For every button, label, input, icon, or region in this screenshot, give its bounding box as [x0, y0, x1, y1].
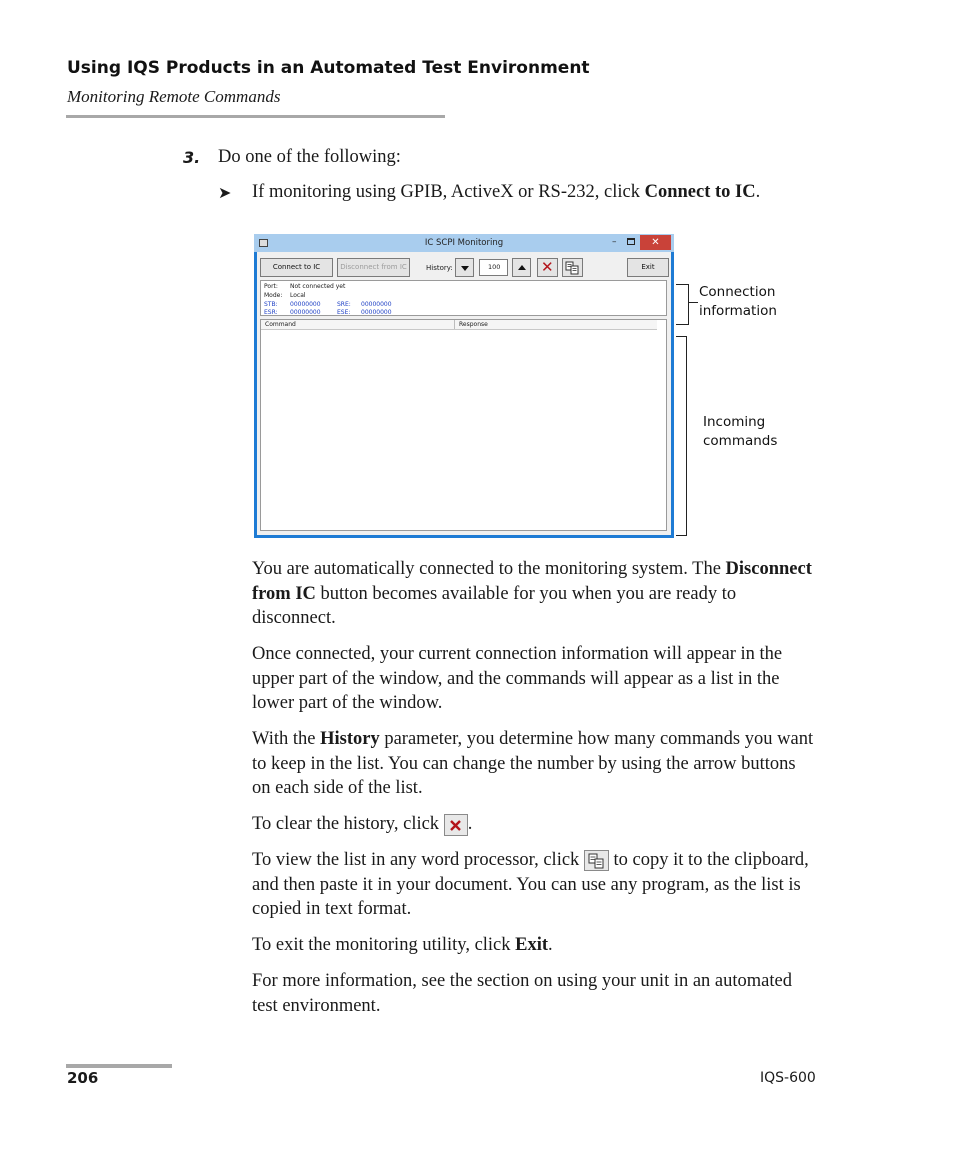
paragraph-clear-history: To clear the history, click . [252, 814, 473, 834]
minimize-icon[interactable]: – [612, 237, 617, 247]
connect-to-ic-button[interactable]: Connect to IC [260, 258, 333, 277]
history-increase-button[interactable] [512, 258, 531, 277]
stb-value: 00000000 [290, 301, 321, 308]
paragraph-exit: To exit the monitoring utility, click Exit. [252, 935, 553, 955]
connection-bracket-bottom [676, 324, 688, 325]
maximize-icon[interactable] [627, 238, 635, 245]
connection-leader [688, 302, 698, 303]
close-icon[interactable]: ✕ [640, 235, 671, 250]
paragraph-copy: To view the list in any word processor, click to copy it to the clipboard, and then paste it in your document. You can use any program, as the list is copied in text format. [252, 850, 809, 919]
window-title: IC SCPI Monitoring [424, 238, 504, 248]
connection-info-callout: Connection information [699, 284, 777, 319]
esr-label: ESR: [264, 309, 278, 316]
running-header-title: Using IQS Products in an Automated Test Environment [67, 58, 590, 78]
copy-icon [563, 259, 582, 276]
connection-bracket-vertical [688, 284, 689, 325]
paragraph-connection-info: Once connected, your current connection information will appear in the upper part of the window, and the commands will appear as a list in the lower part of the window. [252, 644, 783, 713]
incoming-commands-list[interactable] [260, 319, 667, 531]
stb-label: STB: [264, 301, 278, 308]
incoming-bracket-vertical [686, 336, 687, 536]
sre-value: 00000000 [361, 301, 392, 308]
step-text: Do one of the following: [218, 147, 401, 167]
column-command[interactable]: Command [265, 321, 296, 328]
disconnect-from-ic-button[interactable]: Disconnect from IC [337, 258, 410, 277]
window-client-area [257, 252, 671, 535]
clear-history-button[interactable] [537, 258, 558, 277]
copy-inline-icon [584, 850, 609, 871]
page-number: 206 [67, 1069, 99, 1087]
arrow-up-icon [518, 265, 526, 270]
sre-label: SRE: [337, 301, 351, 308]
arrow-down-icon [461, 266, 469, 271]
scpi-monitoring-window [254, 234, 674, 538]
bullet-text: If monitoring using GPIB, ActiveX or RS-232, click Connect to IC. [252, 182, 761, 202]
paragraph-more-info: For more information, see the section on using your unit in an automated test environment. [252, 971, 792, 1016]
paragraph-history: With the History parameter, you determine how many commands you want to keep in the list. You can change the number by using the arrow buttons on each side of the list. [252, 729, 814, 798]
mode-value: Local [290, 292, 306, 299]
window-title-bar [254, 234, 674, 252]
column-divider[interactable] [454, 320, 455, 329]
history-input[interactable]: 100 [479, 259, 508, 276]
exit-button[interactable]: Exit [627, 258, 669, 277]
incoming-bracket-bottom [676, 535, 686, 536]
clear-x-icon: ✕ [541, 258, 554, 276]
list-header [261, 320, 657, 330]
ese-label: ESE: [337, 309, 351, 316]
copy-to-clipboard-button[interactable] [562, 258, 583, 277]
history-decrease-button[interactable] [455, 258, 474, 277]
product-name: IQS-600 [760, 1070, 816, 1086]
step-number: 3. [183, 148, 201, 167]
port-label: Port: [264, 283, 278, 290]
header-rule [66, 115, 445, 118]
column-response[interactable]: Response [459, 321, 488, 328]
connection-info-panel [260, 280, 667, 316]
running-header-subtitle: Monitoring Remote Commands [67, 87, 281, 106]
incoming-commands-callout: Incoming commands [703, 414, 778, 449]
footer-rule [66, 1064, 172, 1068]
paragraph-connected: You are automatically connected to the monitoring system. The Disconnect from IC button becomes available for you when you are ready to disconnect. [252, 559, 812, 628]
bullet-arrow-icon: ➤ [218, 185, 232, 202]
mode-label: Mode: [264, 292, 283, 299]
port-value: Not connected yet [290, 283, 346, 290]
connection-bracket-top [676, 284, 688, 285]
incoming-bracket-top [676, 336, 686, 337]
clear-history-inline-icon [444, 814, 468, 836]
esr-value: 00000000 [290, 309, 321, 316]
ese-value: 00000000 [361, 309, 392, 316]
history-label: History: [426, 264, 453, 272]
